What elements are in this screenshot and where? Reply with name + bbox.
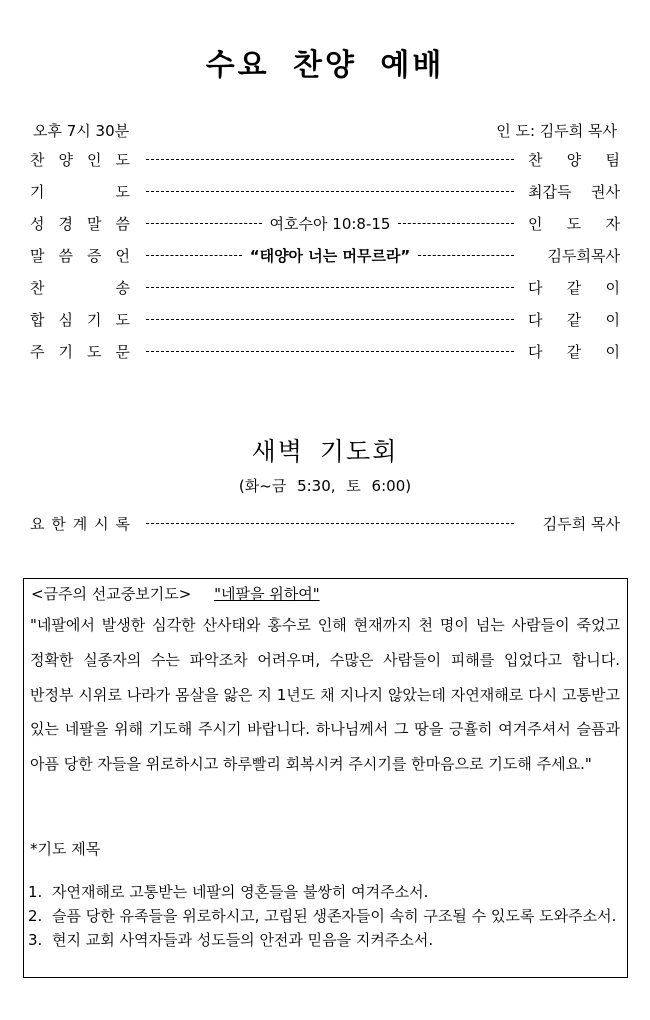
dawn-title: 새벽 기도회	[251, 437, 399, 466]
order-row	[30, 338, 620, 364]
order-row	[30, 178, 620, 204]
order-item-label: 찬 양 인 도	[30, 150, 130, 169]
dawn-time: (화~금 5:30, 토 6:00)	[238, 477, 412, 495]
prayer-topic-number: 3.	[28, 931, 43, 949]
order-row	[30, 274, 620, 300]
order-item-person: 김두희목사	[547, 246, 620, 265]
mission-header	[31, 583, 320, 604]
prayer-topics-list	[28, 880, 620, 952]
order-item-detail: “태양아 너는 머무르라”	[249, 246, 411, 265]
leader-dots	[146, 287, 514, 288]
prayer-topic-text: 슬픔 당한 유족들을 위로하시고, 고립된 생존자들이 속히 구조될 수 있도록 도와주소서.	[52, 907, 617, 925]
order-item-label: 요 한 계 시 록	[30, 514, 130, 533]
order-row	[30, 146, 620, 172]
order-item-label: 합 심 기 도	[30, 310, 130, 329]
prayer-topics-label: *기도 제목	[30, 840, 101, 858]
prayer-topic	[28, 904, 620, 928]
order-item-person: 찬 양 팀	[528, 150, 620, 169]
prayer-topic-text: 현지 교회 사역자들과 성도들의 안전과 믿음을 지켜주소서.	[52, 931, 434, 949]
order-row	[30, 242, 620, 268]
leader-dots	[146, 351, 514, 352]
page-title: 수요 찬양 예배	[205, 48, 445, 83]
prayer-topic	[28, 880, 620, 904]
leader-dots	[146, 191, 514, 192]
leader-dots	[146, 213, 514, 234]
order-item-person: 김두희 목사	[542, 514, 620, 533]
order-item-person: 최갑득 권사	[528, 182, 620, 201]
order-item-label: 말 씀 증 언	[30, 246, 130, 265]
leader-dots	[146, 245, 514, 266]
leader-dots	[146, 523, 514, 524]
order-item-detail: 여호수아 10:8-15	[269, 214, 391, 233]
order-item-person: 인 도 자	[528, 214, 620, 233]
service-info	[33, 120, 617, 141]
leader-dots	[146, 159, 514, 160]
order-item-person: 다 같 이	[528, 310, 620, 329]
mission-subject: "네팔을 위하여"	[214, 585, 320, 603]
mission-header-label: <금주의 선교중보기도>	[31, 585, 192, 603]
leader-dots	[146, 319, 514, 320]
mission-prayer-text: "네팔에서 발생한 심각한 산사태와 홍수로 인해 현재까지 천 명이 넘는 사람들이 죽었고 정확한 실종자의 수는 파악조차 어려우며, 수많은 사람들이 피해를 입었다고 합니다. 반정부 시위로 나라가 몸살을 앓은 지 1년도 채 지나지 않았는데 자연재해로 다시 고통받고 있는 네팔을 위해 기도해 주시기 바랍니다. 하나님께서 그 땅을 긍휼히 여겨주셔서 슬픔과 아픔 당한 자들을 위로하시고 하루빨리 회복시켜 주시기를 한마음으로 기도해 주세요."	[30, 616, 620, 774]
service-time: 오후 7시 30분	[33, 122, 130, 140]
prayer-topic	[28, 928, 620, 952]
order-row	[30, 510, 620, 536]
service-leader: 인 도: 김두희 목사	[496, 122, 617, 140]
prayer-topic-number: 1.	[28, 883, 43, 901]
order-item-label: 주 기 도 문	[30, 342, 130, 361]
prayer-topic-number: 2.	[28, 907, 43, 925]
order-item-label: 찬 송	[30, 278, 130, 297]
prayer-topic-text: 자연재해로 고통받는 네팔의 영혼들을 불쌍히 여겨주소서.	[52, 883, 429, 901]
order-row	[30, 210, 620, 236]
order-item-person: 다 같 이	[528, 278, 620, 297]
order-row	[30, 306, 620, 332]
order-item-label: 성 경 말 씀	[30, 214, 130, 233]
order-item-person: 다 같 이	[528, 342, 620, 361]
order-item-label: 기 도	[30, 182, 130, 201]
